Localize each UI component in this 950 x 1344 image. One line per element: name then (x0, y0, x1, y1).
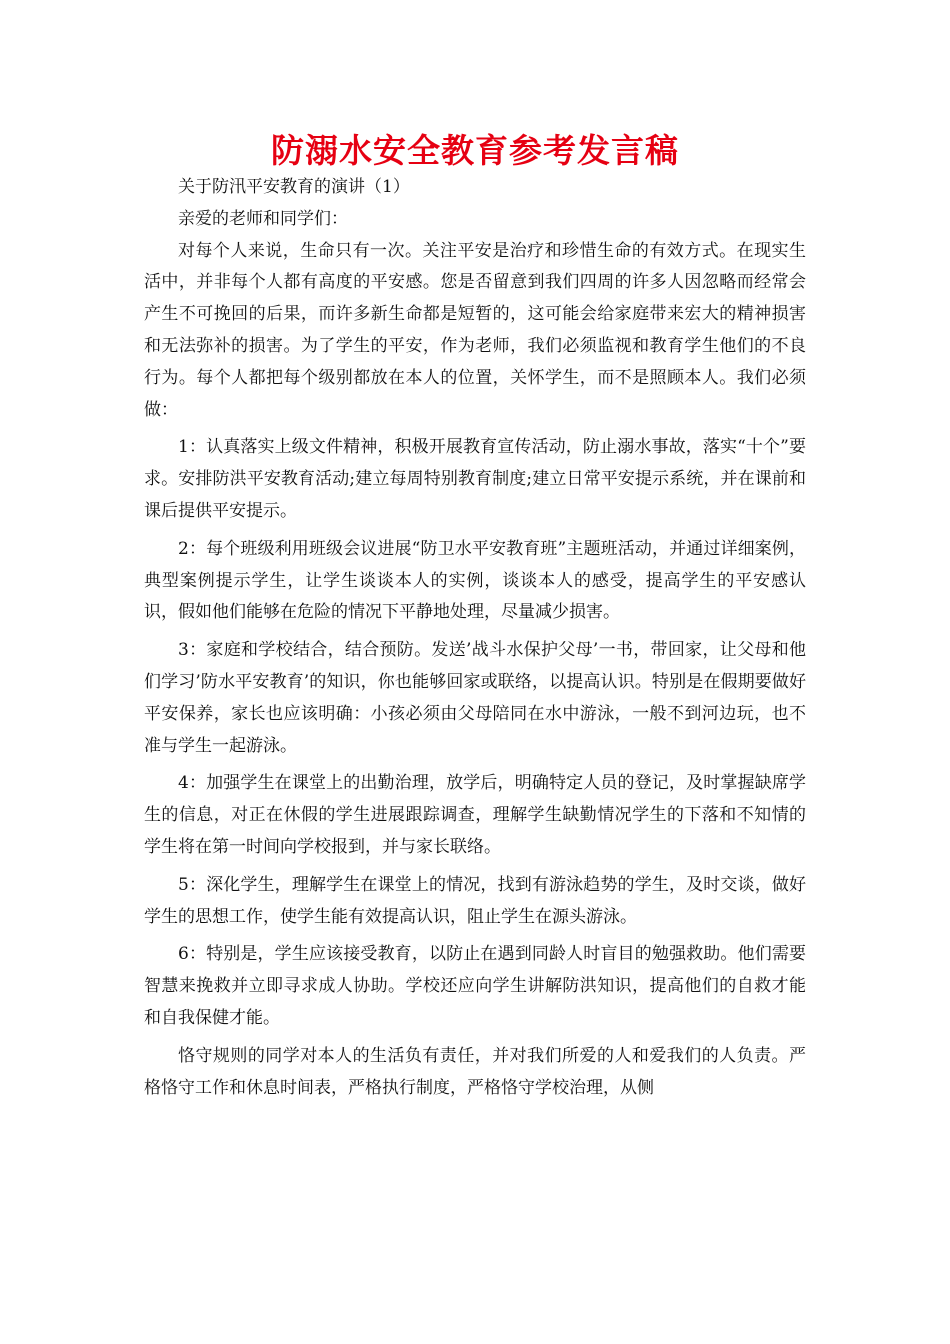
paragraph-item-2: 2：每个班级利用班级会议进展“防卫水平安教育班”主题班活动，并通过详细案例，典型案例提示学生，让学生谈谈本人的实例，谈谈本人的感受，提高学生的平安感认识，假如他们能够在危险的情况下平静地处理，尽量减少损害。 (144, 538, 806, 623)
paragraph-item-6: 6：特别是，学生应该接受教育，以防止在遇到同龄人时盲目的勉强救助。他们需要智慧来挽救并立即寻求成人协助。学校还应向学生讲解防洪知识，提高他们的自救才能和自我保健才能。 (144, 944, 806, 1028)
paragraph-subtitle: 关于防汛平安教育的演讲（1） (178, 177, 410, 197)
paragraph-item-1: 1：认真落实上级文件精神，积极开展教育宣传活动，防止溺水事故，落实“十个”要求。安排防洪平安教育活动;建立每周特别教育制度;建立日常平安提示系统，并在课前和课后提供平安提示。 (144, 437, 806, 521)
paragraph-intro: 对每个人来说，生命只有一次。关注平安是治疗和珍惜生命的有效方式。在现实生活中，并非每个人都有高度的平安感。您是否留意到我们四周的许多人因忽略而经常会产生不可挽回的后果，而许多新生命都是短暂的，这可能会给家庭带来宏大的精神损害和无法弥补的损害。为了学生的平安，作为老师，我们必须监视和教育学生他们的不良行为。每个人都把每个级别都放在本人的位置，关怀学生，而不是照顾本人。我们必须做： (144, 240, 806, 420)
paragraph-salutation: 亲爱的老师和同学们： (178, 208, 348, 229)
paragraph-item-3: 3：家庭和学校结合，结合预防。发送’战斗水保护父母’一书，带回家，让父母和他们学习’防水平安教育’的知识，你也能够回家或联络，以提高认识。特别是在假期要做好平安保养，家长也应该明确：小孩必须由父母陪同在水中游泳，一般不到河边玩，也不准与学生一起游泳。 (144, 640, 806, 756)
paragraph-item-4: 4：加强学生在课堂上的出勤治理，放学后，明确特定人员的登记，及时掌握缺席学生的信息，对正在休假的学生进展跟踪调查，理解学生缺勤情况学生的下落和不知情的学生将在第一时间向学校报到，并与家长联络。 (144, 773, 806, 857)
document-title: 防溺水安全教育参考发言稿 (271, 131, 679, 170)
paragraph-item-5: 5：深化学生，理解学生在课堂上的情况，找到有游泳趋势的学生，及时交谈，做好学生的思想工作，使学生能有效提高认识，阻止学生在源头游泳。 (144, 874, 806, 927)
paragraph-closing: 恪守规则的同学对本人的生活负有责任，并对我们所爱的人和爱我们的人负责。严格恪守工作和休息时间表，严格执行制度，严格恪守学校治理，从侧 (144, 1045, 806, 1098)
document-body (144, 172, 806, 1104)
